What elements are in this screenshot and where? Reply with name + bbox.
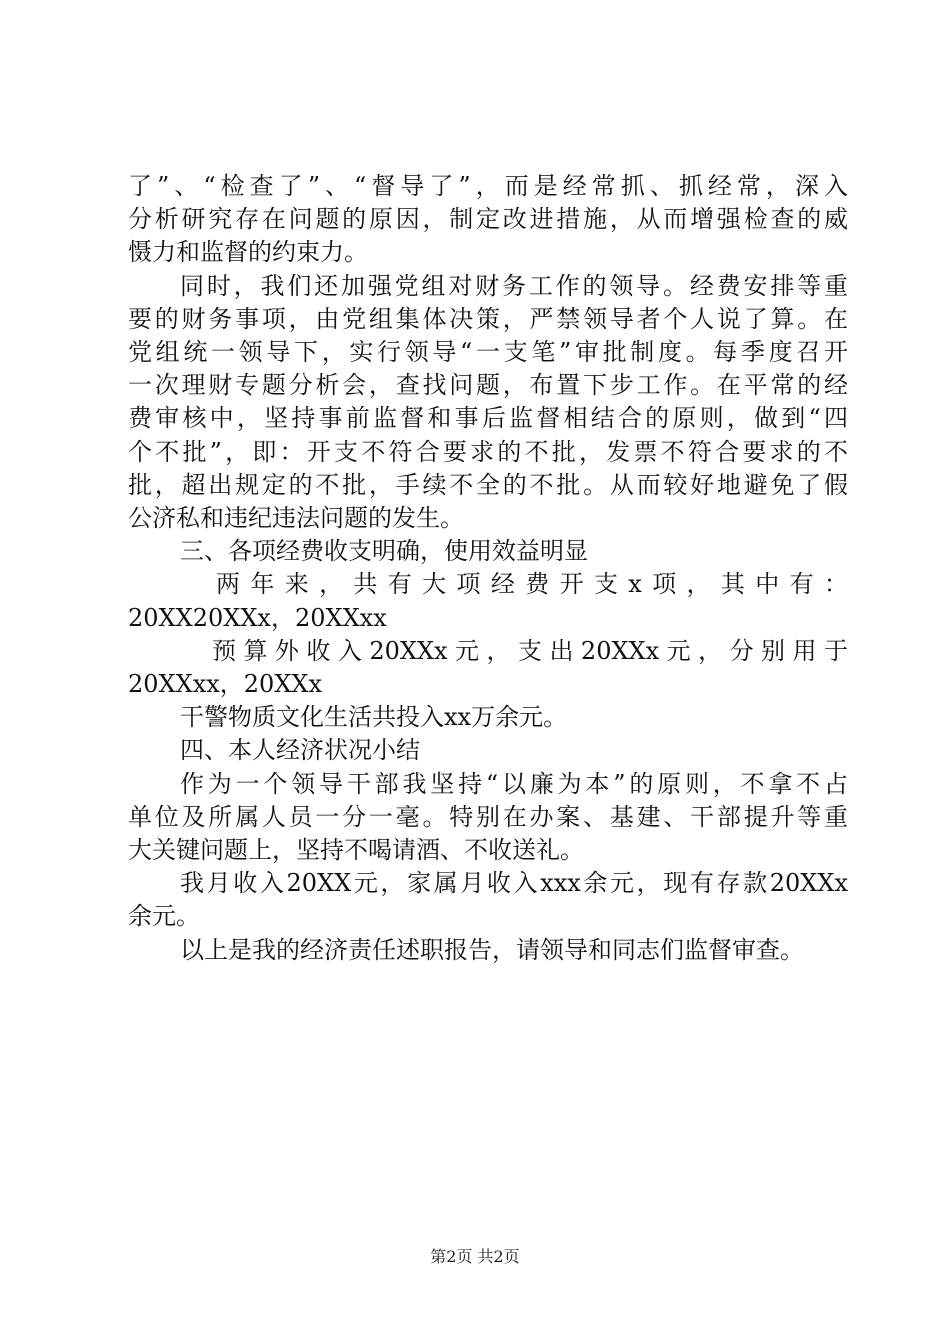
page-footer: 第2页 共2页 <box>430 1247 520 1266</box>
text-line: 四、本人经济状况小结 <box>180 736 420 765</box>
text-line: 分析研究存在问题的原因，制定改进措施，从而增强检查的威 <box>128 205 848 234</box>
text-line: 我月收入20XX元，家属月收入xxx余元，现有存款20XXx <box>180 869 848 898</box>
text-line: 了”、“检查了”、“督导了”，而是经常抓、抓经常，深入 <box>128 172 848 200</box>
text-line: 党组统一领导下，实行领导“一支笔”审批制度。每季度召开 <box>128 338 848 367</box>
text-line: 预算外收入20XXx元，支出20XXx元，分别用于 <box>212 636 848 665</box>
text-line: 个不批”，即：开支不符合要求的不批，发票不符合要求的不 <box>128 437 848 466</box>
text-line: 20XX20XXx，20XXxx <box>128 603 387 632</box>
text-line: 干警物质文化生活共投入xx万余元。 <box>180 703 568 732</box>
text-line: 慑力和监督的约束力。 <box>128 238 368 267</box>
text-line: 两年来，共有大项经费开支x项，其中有： <box>216 570 848 599</box>
text-line: 费审核中，坚持事前监督和事后监督相结合的原则，做到“四 <box>128 404 848 433</box>
text-line: 公济私和违纪违法问题的发生。 <box>128 504 464 533</box>
text-line: 作为一个领导干部我坚持“以廉为本”的原则，不拿不占 <box>180 769 848 798</box>
text-line: 要的财务事项，由党组集体决策，严禁领导者个人说了算。在 <box>128 304 848 333</box>
document-body <box>128 170 848 967</box>
text-line: 同时，我们还加强党组对财务工作的领导。经费安排等重 <box>180 271 848 300</box>
text-line: 批，超出规定的不批，手续不全的不批。从而较好地避免了假 <box>128 470 848 499</box>
text-line: 余元。 <box>128 902 200 931</box>
text-line: 以上是我的经济责任述职报告，请领导和同志们监督审查。 <box>180 935 804 964</box>
text-line: 三、各项经费收支明确，使用效益明显 <box>180 537 588 566</box>
text-line: 20XXxx，20XXx <box>128 670 323 699</box>
text-line: 大关键问题上，坚持不喝请酒、不收送礼。 <box>128 836 584 865</box>
text-line: 单位及所属人员一分一毫。特别在办案、基建、干部提升等重 <box>128 802 848 831</box>
text-line: 一次理财专题分析会，查找问题，布置下步工作。在平常的经 <box>128 371 848 400</box>
